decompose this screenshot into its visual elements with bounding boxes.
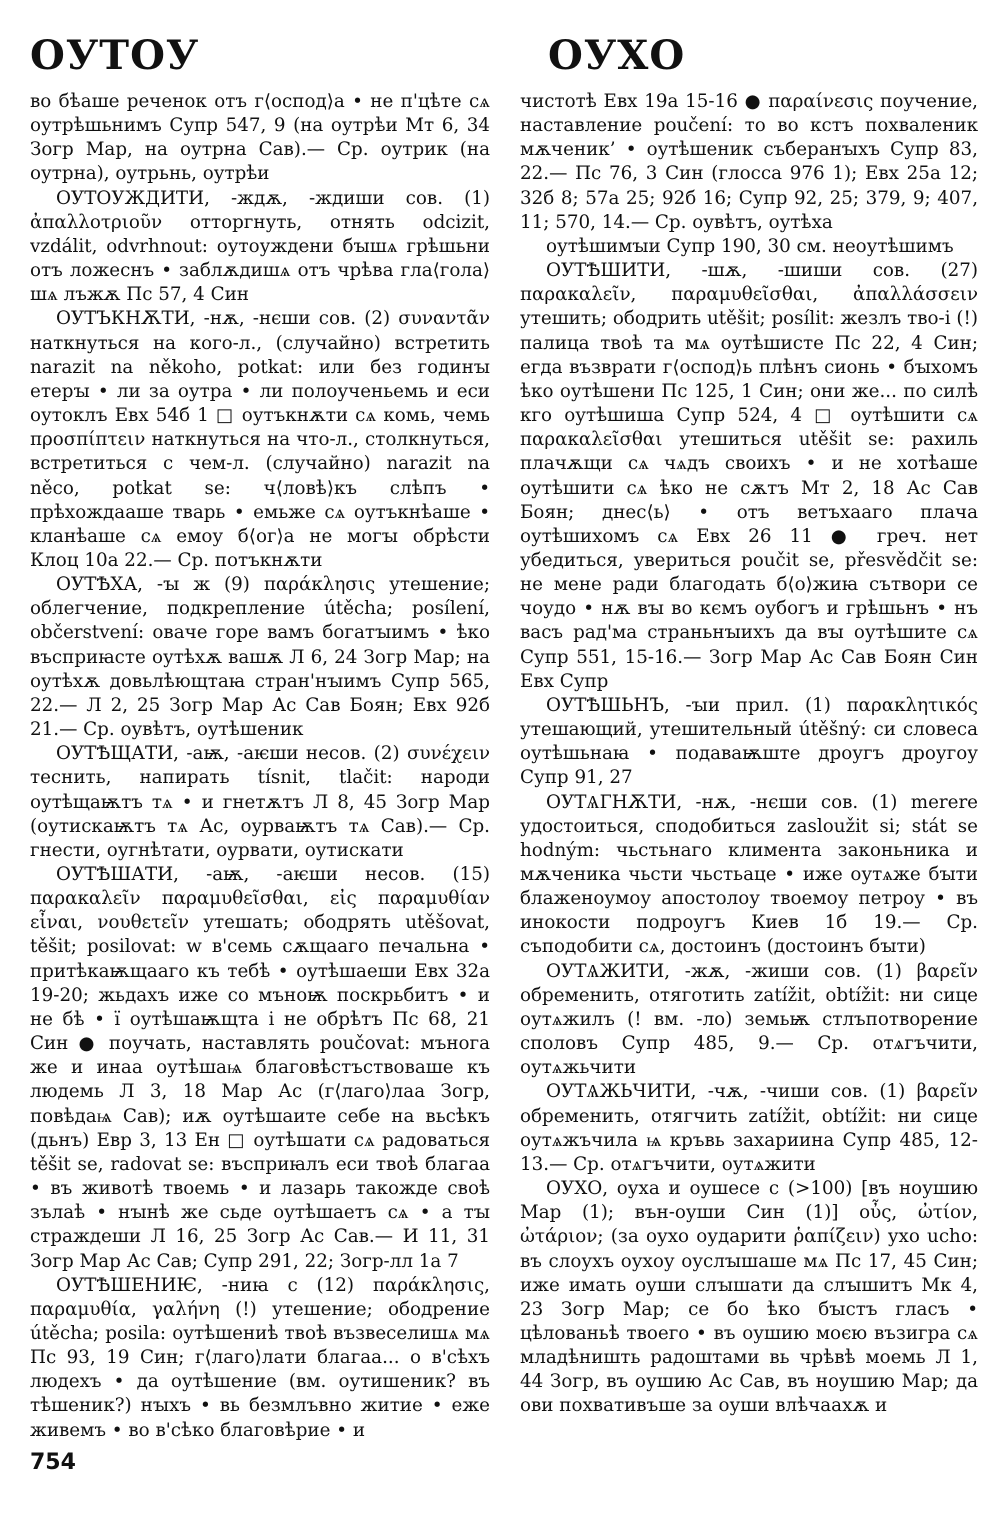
dictionary-entry: ОУТѦГНѪТИ, -нѫ, -нєши сов. (1) merere удостоиться, сподобиться zasloužit si; stát se hodným: чьстьнаго климента законьника и мѫченика чьсти чьстьаце • иже оутѧже бꙑти блаженоумоу апостолоу твоемоу петроу • въ инокости подроугъ Киев 1б 19.— Ср. съподобити сѧ, достоинъ (достоинъ бꙑти): [520, 791, 978, 958]
dictionary-entry: ОУТЪКНѪТИ, -нѫ, -нєши сов. (2) συναντᾶν наткнуться на кого-л., (случайно) встретить narazit na někoho, potkat: или без годинꙑ етерꙑ • ли за оутра • ли полоученьемь и еси оутоклъ Евх 54б 1 □ оутъкнѫти сѧ комь, чемь προσπίπτειν наткнуться на что-л., столкнуться, встретиться с чем-л. (случайно) narazit na něco, potkat se: ч⟨ловѣ⟩къ слѣпъ • прѣхождааше тварь • емьже сѧ оутъкнѣаше • кланѣаше сѧ емоу б⟨ог⟩а не могꙑ обрѣсти Клоц 10а 22.— Ср. потъкнѫти: [30, 308, 490, 571]
dictionary-entry: ОУТѢХА, -ꙑ ж (9) παράκλησις утешение; облегчение, подкрепление útěcha; posílení, občerstvení: оваче горе вамъ богатꙑимъ • ѣко въсприꙗсте оутѣхѫ вашѫ Л 6, 24 Зогр Мар; на оутѣхѫ довьлѣющтаꙗ стран'нꙑимъ Супр 565, 22.— Л 2, 25 Зогр Мар Ас Сав Боян; Евх 92б 21.— Ср. оувѣтъ, оутѣшеник: [30, 574, 490, 741]
dictionary-entry: ОУТѦЖЬЧИТИ, -чѫ, -чиши сов. (1) βαρεῖν обременить, отягчить zatížit, obtížit: ни сице оутѧжъчила ѩ кръвь захариина Супр 485, 12-13.— Ср. отѧгъчити, оутѧжити: [520, 1081, 978, 1175]
entry-continuation: во бѣаше реченок отъ г⟨оспод⟩а • не п'цѣте сѧ оутрѣшьнимъ Супр 547, 9 (на оутрѣи Мт 6, 34 Зогр Мар, на оутрна Сав).— Ср. оутрик (на оутрна), оутрьнь, оутрѣи: [30, 91, 490, 185]
right-column: [520, 90, 978, 1470]
entry-continuation: чистотѣ Евх 19а 15-16 ● παραίνεσις поучение, наставление poučení: то во кстъ похваленик мѫченик’ • оутѣшеник съберанꙑхъ Супр 83, 22.— Пс 76, 3 Син (глосса 976 1); Евх 25а 12; 32б 8; 57а 25; 92б 16; Супр 92, 25; 379, 9; 407, 11; 570, 14.— Ср. оувѣтъ, оутѣха: [520, 91, 978, 233]
dictionary-entry: ОУТѢШИТИ, -шѫ, -шиши сов. (27) παρακαλεῖν, παραμυθεῖσθαι, ἀπαλλάσσειν утешить; ободрить utěšit; posílit: жезлъ тво-і (!) палица твоѣ та мѧ оутѣшисте Пс 22, 4 Син; егда възврати г⟨оспод⟩ь плѣнъ сионь • бꙑхомъ ѣко оутѣшени Пс 125, 1 Син; они же... по силѣ кго оутѣшиша Супр 524, 4 □ оутѣшити сѧ παρακαλεῖσθαι утешиться utěšit se: рахиль плачѫщи сѧ чѧдъ своихъ • и не хотѣаше оутѣшити сѧ ѣко не сѫтъ Мт 2, 18 Ас Сав Боян; днес⟨ь⟩ • отъ ветъхааго плача оутѣшихомъ сѧ Евх 26 11 ● греч. нет убедиться, увериться poučit se, přesvědčit se: не мене ради благодать б⟨о⟩жиꙗ сътвори се чоудо • нѫ вꙑ во кємъ оубогъ и грѣшьнъ • нъ васъ рад'ма страньнꙑихъ да вꙑ оутѣшите сѧ Супр 551, 15-16.— Зогр Мар Ас Сав Боян Син Евх Супр: [520, 260, 978, 692]
header-right-word: ОУХО: [548, 32, 686, 79]
page-number: 754: [30, 1450, 76, 1475]
dictionary-entry: ОУТѦЖИТИ, -жѫ, -жиши сов. (1) βαρεῖν обременить, отяготить zatížit, obtížit: ни сице оутѧжилъ (! вм. -ло) земьѭ стлъпотворение споловъ Супр 485, 9.— Ср. отѧгъчити, оутѧжьчити: [520, 960, 978, 1079]
dictionary-entry: ОУТѢШЕНИѤ, -ниꙗ с (12) παράκλησις, παραμυθία, γαλήνη (!) утешение; ободрение útěcha; posila: оутѣшениѣ твоѣ възвеселишѧ мѧ Пс 93, 19 Син; г⟨лаго⟩лати благаа... о в'сѣхъ людехъ • да оутѣшение (вм. оутишеник? въ тѣшеник?) нꙑхъ • вь безмлъвно житие • еже живемъ • во в'сѣко благовѣрие • и: [30, 1274, 490, 1441]
dictionary-entry: оутѣшимꙑи Супр 190, 30 см. неоутѣшимъ: [546, 235, 954, 257]
dictionary-entry: ОУТОУЖДИТИ, -ждѫ, -ждиши сов. (1) ἀπαλλοτριοῦν отторгнуть, отнять odcizit, vzdálit, odvrhnout: оутоуждени бꙑшѧ грѣшьни отъ ложеснъ • заблѫдишѧ отъ чрѣва гла⟨гола⟩шѧ лъжѫ Пс 57, 4 Син: [30, 187, 490, 306]
running-header: [0, 28, 1000, 88]
dictionary-entry: ОУТѢШЬНЪ, -ꙑи прил. (1) παρακλητικός утешающий, утешительный útěšný: си словеса оутѣшьнаꙗ • подаваѭште дроугъ дроугоу Супр 91, 27: [520, 694, 978, 789]
dictionary-entry: ОУХО, оуха и оушесе с (>100) [въ ноушию Мар (1); вън-оуши Син (1)] οὖς, ὠτίον, ὠτάριον; (за оухо оударити ῥαπίζειν) ухо ucho: въ слоухъ оухоу оуслꙑшаше мѧ Пс 17, 45 Син; иже имать оуши слꙑшати да слꙑшитъ Мк 4, 23 Зогр Мар; се бо ѣко бꙑстъ гласъ • цѣлованьѣ твоего • въ оушию моєю възигра сѧ младѣништь радоштами вь чрѣвѣ моемь Л 1, 44 Зогр, въ оушию Ас Сав, въ ноушию Мар; да ови похвативъше за оуши влѣчаахѫ и: [520, 1178, 978, 1417]
dictionary-entry: ОУТѢЩАТИ, -аѭ, -аѥши несов. (2) συνέχειν теснить, напирать tísnit, tlačit: народи оутѣщаѭтъ тѧ • и гнетѫтъ Л 8, 45 Зогр Мар (оутискаѭтъ тѧ Ас, оурваѭтъ тѧ Сав).— Ср. гнести, оугнѣтати, оурвати, оутискати: [30, 743, 490, 861]
header-left-word: ОУТОУ: [30, 32, 200, 79]
dictionary-entry: ОУТѢШАТИ, -аѭ, -аѥши несов. (15) παρακαλεῖν παραμυθεῖσθαι, εἰς παραμυθίαν εἶναι, νουθετεῖν утешать; ободрять utěšovat, těšit; posilovat: w в'семь сѫщааго печальна • притѣкаѭщааго къ тебѣ • оутѣшаеши Евх 32а 19-20; жьдахъ иже со мъноѭ поскрьбитъ • и не бѣ • ї оутѣшаѭщта і не обрѣтъ Пс 68, 21 Син ● поучать, наставлять poučovat: мънога же и инаа оутѣшаѩ благовѣстъствоваше къ людемь Л 3, 18 Мар Ас (г⟨лаго⟩лаа Зогр, повѣдаѩ Сав); иѫ оутѣшаите себе на вьсѣкъ (дьнъ) Евр 3, 13 Ен □ оутѣшати сѧ радоваться těšit se, radovat se: въсприꙗлъ еси твоѣ благаа • въ животѣ твоемь • и лазарь такожде своѣ зълаѣ • нꙑнѣ же сьде оутѣшаетъ сѧ • а тꙑ страждеши Л 16, 25 Зогр Ас Сав.— И 11, 31 Зогр Мар Ас Сав; Супр 291, 22; Зогр-лл 1а 7: [30, 864, 490, 1272]
left-column: [30, 90, 490, 1470]
